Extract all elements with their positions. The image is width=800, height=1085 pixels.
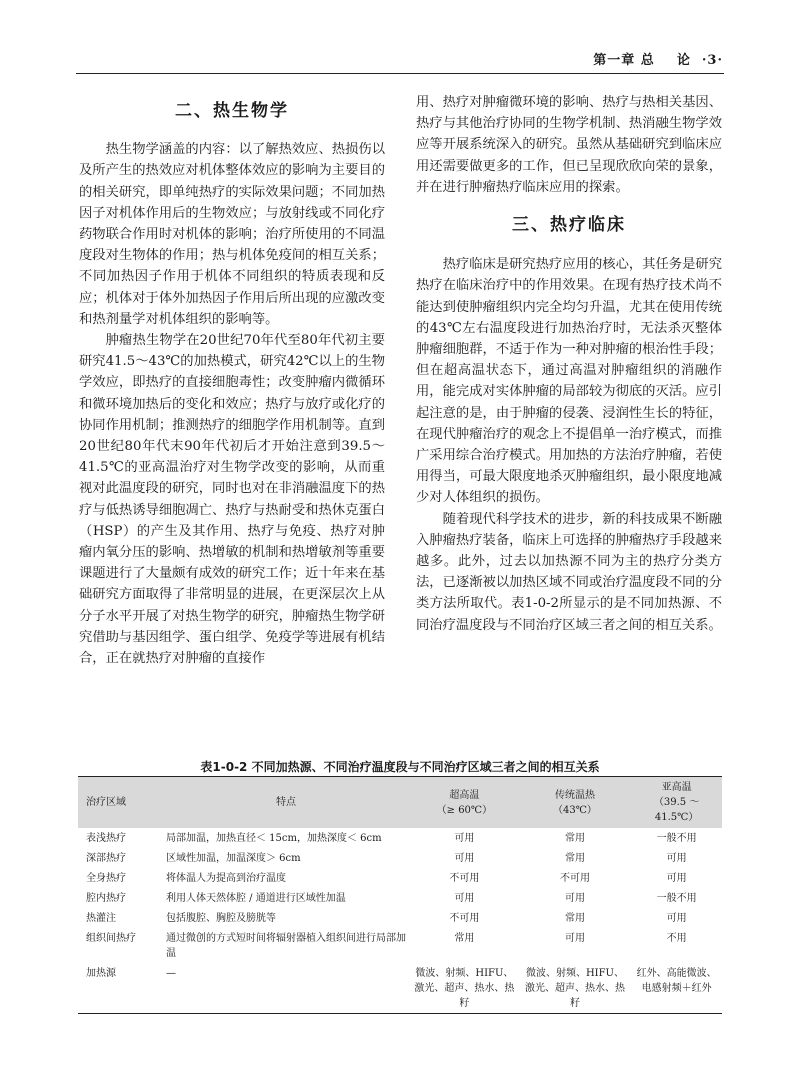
cell-sub-high: 可用 — [666, 913, 687, 924]
cell-ultra-high: 不可用 — [449, 873, 480, 884]
header-traditional-range: （43℃） — [553, 804, 597, 816]
cell-region: 腔内热疗 — [86, 893, 126, 904]
cell-traditional: 可用 — [564, 933, 585, 944]
cell-features: 将体温人为提高到治疗温度 — [166, 873, 286, 884]
header-sub-high-label: 亚高温 — [661, 782, 692, 793]
header-ultra-high-range: （≥ 60℃） — [436, 804, 493, 816]
table-caption: 表1-0-2 不同加热源、不同治疗温度段与不同治疗区域三者之间的相互关系 — [200, 760, 600, 774]
table-row — [78, 888, 722, 908]
cell-region: 深部热疗 — [86, 853, 126, 864]
cell-ultra-high: 可用 — [454, 893, 475, 904]
cell-region: 热灌注 — [86, 913, 116, 924]
cell-features: 利用人体天然体腔 / 通道进行区域性加温 — [166, 893, 346, 904]
cell-traditional: 不可用 — [559, 873, 590, 884]
running-head: 第一章 总 论 ·3· — [593, 53, 723, 68]
cell-region: 加热源 — [86, 968, 116, 979]
table-row — [78, 928, 722, 963]
header-rule — [76, 73, 724, 74]
cell-features: 局部加温，加热直径＜ 15cm，加热深度＜ 6cm — [166, 833, 382, 844]
cell-features: 区域性加温，加温深度＞ 6cm — [166, 853, 301, 864]
cell-region: 表浅热疗 — [86, 833, 126, 844]
table-row — [78, 828, 722, 848]
cell-traditional: 常用 — [564, 853, 585, 864]
header-region: 治疗区域 — [86, 797, 126, 808]
cell-traditional: 常用 — [564, 913, 585, 924]
cell-features: 通过微创的方式短时间将辐射器植入组织间进行局部加温 — [166, 933, 406, 959]
cell-ultra-high: 不可用 — [449, 913, 480, 924]
header-features: 特点 — [276, 797, 296, 808]
cell-traditional: 常用 — [564, 833, 585, 844]
header-ultra-high-label: 超高温 — [449, 789, 480, 801]
cell-sub-high: 红外、高能微波、电感射频＋红外 — [636, 968, 717, 994]
paragraph: 肿瘤热生物学在20世纪70年代至80年代初主要研究41.5～43℃的加热模式，研究42℃以上的生物学效应，即热疗的直接细胞毒性；改变肿瘤内微循环和微环境加热后的变化和效应；热疗与放疗或化疗的协同作用机制；推测热疗的细胞学作用机制等。直到20世纪80年代末90年代初后才开始注意到39.5～41.5℃的亚高温治疗对生物学改变的影响，从而重视对此温度段的研究，同时也对在非消融温度下的热疗与低热诱导细胞凋亡、热疗与热耐受和热休克蛋白（HSP）的产生及其作用、热疗与免疫、热疗对肿瘤内氧分压的影响、热增敏的机制和热增敏剂等重要课题进行了大量颇有成效的研究工作；近十年来在基础研究方面取得了非常明显的进展，在更深层次上从分子水平开展了对热生物学的研究，肿瘤热生物学研究借助与基因组学、蛋白组学、免疫学等进展有机结合，正在就热疗对肿瘤的直接作 — [79, 333, 385, 667]
table-row — [78, 848, 722, 868]
cell-ultra-high: 常用 — [454, 933, 475, 944]
right-column — [416, 92, 722, 636]
header-sub-high-range: （39.5 ～ 41.5℃） — [653, 797, 700, 823]
header-ultra-high — [410, 777, 519, 829]
section-heading-thermobiology: 二、热生物学 — [175, 101, 289, 121]
header-sub-high — [631, 777, 722, 829]
left-column — [79, 92, 385, 669]
paragraph: 热疗临床是研究热疗应用的核心，其任务是研究热疗在临床治疗中的作用效果。在现有热疗技术尚不能达到使肿瘤组织内完全均匀升温，尤其在使用传统的43℃左右温度段进行加热治疗时，无法杀灭整体肿瘤细胞群，不适于作为一种对肿瘤的根治性手段；但在超高温状态下，通过高温对肿瘤组织的消融作用，能完成对实体肿瘤的局部较为彻底的灭活。应引起注意的是，由于肿瘤的侵袭、浸润性生长的特征，在现代肿瘤治疗的观念上不提倡单一治疗模式，而推广采用综合治疗模式。用加热的方法治疗肿瘤，若使用得当，可最大限度地杀灭肿瘤组织，最小限度地减少对人体组织的损伤。 — [416, 257, 722, 506]
cell-sub-high: 一般不用 — [656, 833, 697, 844]
table-container — [78, 776, 722, 1014]
cell-features: — — [166, 968, 176, 979]
cell-ultra-high: 微波、射频、HIFU、激光、超声、热水、热籽 — [414, 968, 515, 1009]
table-row — [78, 868, 722, 888]
paragraph: 热生物学涵盖的内容：以了解热效应、热损伤以及所产生的热效应对机体整体效应的影响为主要目的的相关研究，即单纯热疗的实际效果问题；不同加热因子对机体作用后的生物效应；与放射线或不同化疗药物联合作用时对机体的影响；治疗所使用的不同温度段对生物体的作用；热与机体免疫间的相互关系；不同加热因子作用于机体不同组织的特质表现和反应；机体对于体外加热因子作用后所出现的应激改变和热剂量学对机体组织的影响等。 — [79, 142, 385, 327]
table-header-row — [78, 777, 722, 829]
section-heading-clinical: 三、热疗临床 — [512, 215, 626, 236]
cell-ultra-high: 可用 — [454, 833, 475, 844]
cell-region: 组织间热疗 — [86, 933, 136, 944]
cell-traditional: 微波、射频、HIFU、激光、超声、热水、热籽 — [524, 968, 625, 1009]
header-traditional-label: 传统温热 — [554, 789, 595, 801]
header-traditional — [519, 777, 631, 829]
paragraph-continuation: 用、热疗对肿瘤微环境的影响、热疗与热相关基因、热疗与其他治疗协同的生物学机制、热消融生物学效应等开展系统深入的研究。虽然从基础研究到临床应用还需要做更多的工作，但已呈现欣欣向荣的景象，并在进行肿瘤热疗临床应用的探索。 — [416, 95, 722, 195]
paragraph: 随着现代科学技术的进步，新的科技成果不断融入肿瘤热疗装备，临床上可选择的肿瘤热疗手段越来越多。此外，过去以加热源不同为主的热疗分类方法，已逐渐被以加热区域不同或治疗温度段不同的分类方法所取代。表1-0-2所显示的是不同加热源、不同治疗温度段与不同治疗区域三者之间的相互关系。 — [416, 511, 722, 633]
cell-sub-high: 不用 — [666, 933, 687, 944]
cell-sub-high: 一般不用 — [656, 893, 697, 904]
cell-sub-high: 可用 — [666, 873, 687, 884]
table-row — [78, 963, 722, 1014]
comparison-table — [78, 776, 722, 1014]
cell-traditional: 可用 — [564, 893, 585, 904]
cell-features: 包括腹腔、胸腔及膀胱等 — [166, 913, 276, 924]
cell-sub-high: 可用 — [666, 853, 687, 864]
cell-ultra-high: 可用 — [454, 853, 475, 864]
table-row — [78, 908, 722, 928]
cell-region: 全身热疗 — [86, 873, 126, 884]
